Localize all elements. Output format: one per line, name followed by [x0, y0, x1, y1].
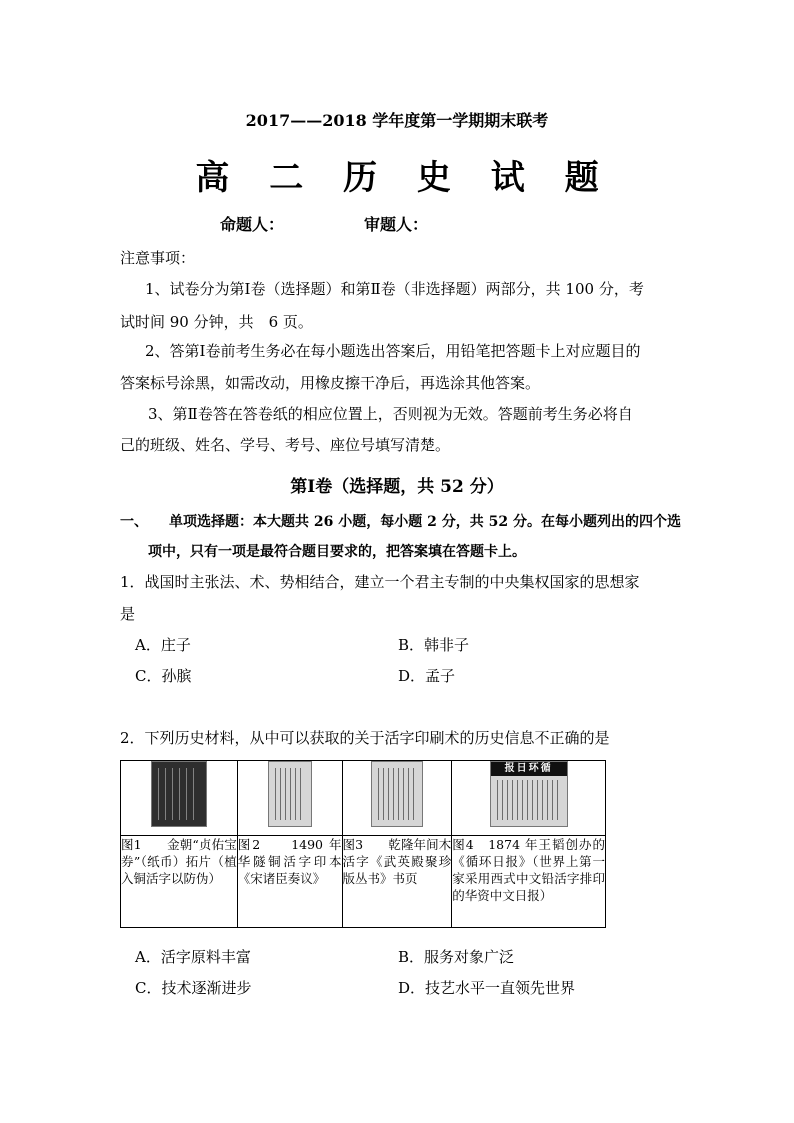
- q2-option-b: B．服务对象广泛: [398, 948, 515, 966]
- figure-3-image: [342, 761, 452, 836]
- note-3-line-1: 3、第Ⅱ卷答在答卷纸的相应位置上，否则视为无效。答题前考生务必将自: [148, 405, 633, 423]
- book-page-image: [371, 761, 423, 827]
- paper-money-rubbing-image: [151, 761, 207, 827]
- note-1-line-2: 试时间 90 分钟，共 6 页。: [120, 313, 313, 331]
- q2-stem: 2．下列历史材料，从中可以获取的关于活字印刷术的历史信息不正确的是: [120, 729, 610, 747]
- note-2-line-1: 2、答第Ⅰ卷前考生务必在每小题选出答案后，用铅笔把答题卡上对应题目的: [145, 342, 641, 360]
- note-1-line-1: 1、试卷分为第Ⅰ卷（选择题）和第Ⅱ卷（非选择题）两部分，共 100 分，考: [145, 280, 644, 298]
- section-1-instruction-line-1: 一、 单项选择题：本大题共 26 小题，每小题 2 分，共 52 分。在每小题列出的四个选: [120, 514, 681, 530]
- notes-heading: 注意事项：: [120, 249, 196, 267]
- q1-option-c: C．孙膑: [135, 667, 192, 685]
- section-1-instruction-line-2: 项中，只有一项是最符合题目要求的，把答案填在答题卡上。: [148, 544, 526, 560]
- figure-1-caption: 图1 金朝“贞佑宝券”（纸币）拓片（植入铜活字以防伪）: [121, 836, 238, 928]
- figure-2-image: [237, 761, 342, 836]
- note-2-line-2: 答案标号涂黑，如需改动，用橡皮擦干净后，再选涂其他答案。: [120, 374, 541, 392]
- q1-option-a: A．庄子: [135, 636, 191, 654]
- proposer-label: 命题人：: [220, 215, 285, 234]
- figure-2-caption: 图2 1490 年华隧铜活字印本《宋诸臣奏议》: [237, 836, 342, 928]
- newspaper-image: [490, 761, 568, 827]
- q1-stem-line-2: 是: [120, 605, 136, 623]
- q1-option-b: B．韩非子: [398, 636, 470, 654]
- figure-3-caption: 图3 乾隆年间木活字《武英殿聚珍版丛书》书页: [342, 836, 452, 928]
- reviewer-label: 审题人：: [364, 215, 429, 234]
- section-1-title: 第Ⅰ卷（选择题，共 52 分）: [290, 477, 504, 497]
- q2-option-d: D．技艺水平一直领先世界: [398, 979, 576, 997]
- figure-1-image: [121, 761, 238, 836]
- exam-title: 高 二 历 史 试 题: [195, 158, 613, 198]
- book-page-image: [268, 761, 312, 827]
- figure-4-caption: 图4 1874 年王韬创办的《循环日报》（世界上第一家采用西式中文铅活字排印的华资中文日报）: [452, 836, 606, 928]
- figure-4-image: [452, 761, 606, 836]
- author-line: [220, 212, 428, 235]
- note-3-line-2: 己的班级、姓名、学号、考号、座位号填写清楚。: [120, 436, 451, 454]
- exam-subtitle: 2017——2018 学年度第一学期期末联考: [245, 111, 549, 130]
- q2-option-a: A．活字原料丰富: [135, 948, 251, 966]
- newspaper-masthead: 报日环循: [504, 763, 553, 774]
- q2-figure-table: [120, 760, 606, 928]
- q2-option-c: C．技术逐渐进步: [135, 979, 252, 997]
- q1-stem-line-1: 1．战国时主张法、术、势相结合，建立一个君主专制的中央集权国家的思想家: [120, 573, 640, 591]
- q1-option-d: D．孟子: [398, 667, 456, 685]
